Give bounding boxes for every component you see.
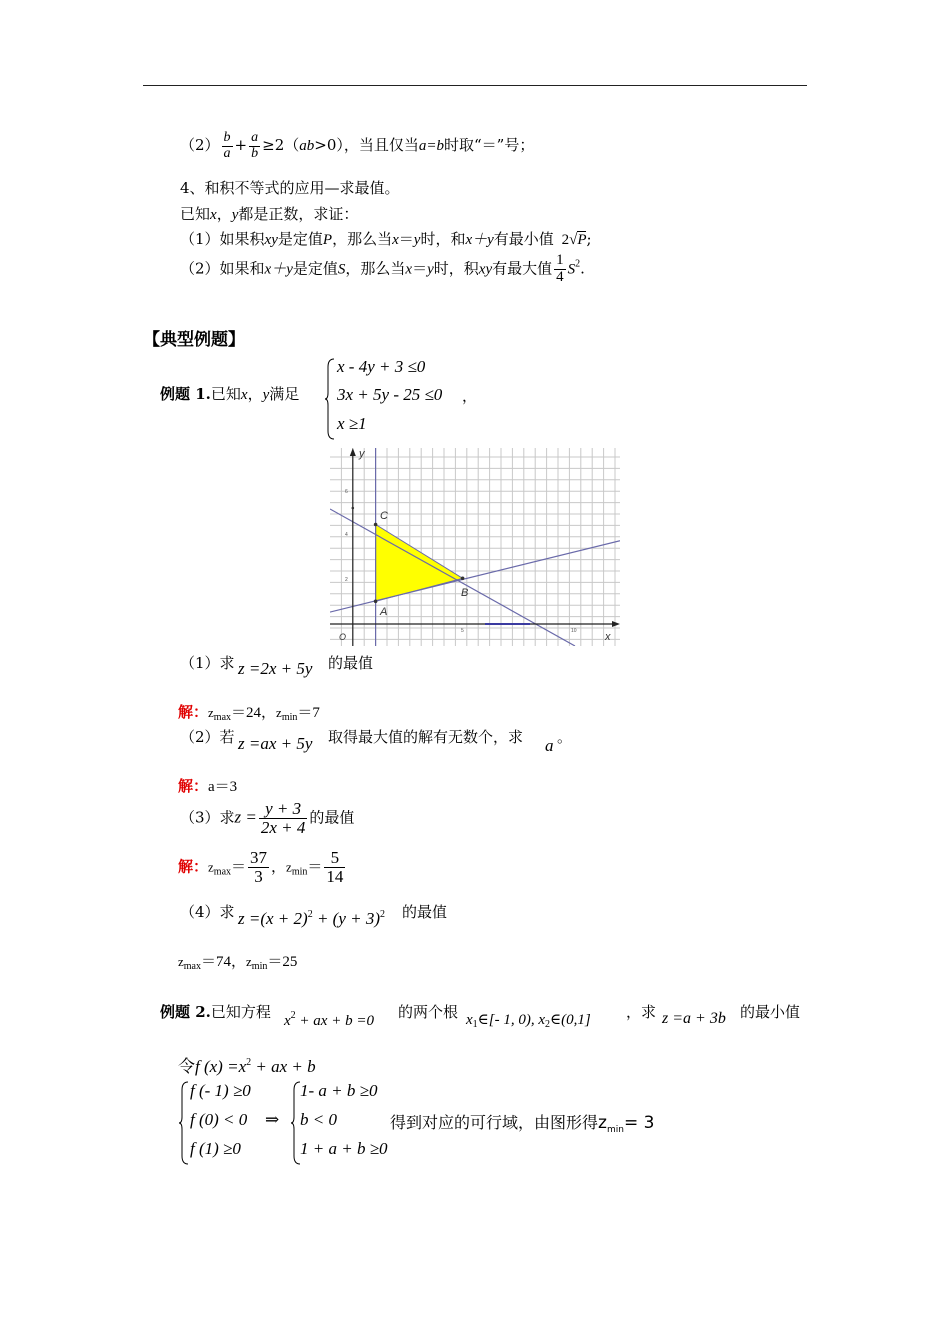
a3-z: z: [208, 859, 214, 875]
q4-a: （4）求: [180, 903, 235, 921]
a3-eq2: ＝: [307, 859, 323, 876]
q4-b: 的最值: [402, 903, 448, 921]
given-a: 已知: [180, 205, 211, 223]
ex1-heading: [160, 383, 299, 404]
a3-frac-min: [324, 849, 345, 886]
q4-s1: 2: [307, 909, 313, 920]
eq-a-b: a=b: [418, 138, 444, 155]
ex2-sys-right-2: b < 0: [300, 1110, 337, 1129]
p1-root: P: [577, 232, 587, 248]
a2-value: a＝3: [208, 779, 238, 795]
ex1-q1: [180, 652, 235, 673]
ex2-eq-x: x: [284, 1013, 291, 1029]
tick-label-10: 10: [571, 628, 577, 634]
q1-a: （1）求: [180, 654, 235, 672]
a4-z: z: [178, 954, 184, 969]
p2-c: 是定值: [292, 259, 338, 278]
p1-c: 是定值: [277, 230, 323, 248]
ex2-eq-sup: 2: [290, 1010, 296, 1021]
a3-z2: z: [286, 859, 292, 875]
tick-label-6: 6: [345, 489, 348, 495]
q1-b: 的最值: [328, 654, 374, 672]
given-comma: ，: [216, 205, 232, 223]
frac-den: 2x + 4: [260, 817, 306, 837]
cond-tail: >0），当且仅当: [314, 136, 419, 155]
plus-sign: +: [234, 136, 248, 155]
cond-ab: ab: [299, 138, 315, 155]
ex2-equation: [284, 1010, 374, 1030]
answer-label: 解：: [178, 703, 209, 721]
ex2-let-f: f (x) =x: [195, 1057, 247, 1076]
p2-x-plus-y: x＋y: [264, 261, 293, 278]
p1-xy: xy: [264, 232, 278, 248]
ex2-text-b: 的两个根: [398, 1003, 459, 1021]
q3-a: （3）求: [180, 808, 235, 827]
x-axis-arrow: [612, 621, 620, 627]
a1-z: z: [208, 705, 214, 720]
ex1-label: 例题 1.: [160, 385, 211, 403]
ex2-heading: [160, 1001, 271, 1022]
ex2-r2-b: ∈(0,1]: [550, 1012, 591, 1028]
ex2-left-brace: [178, 1080, 190, 1166]
ex2-sys-left-2: f (0) < 0: [190, 1110, 248, 1129]
ex2-sys-right-1: 1- a + b ≥0: [300, 1081, 378, 1100]
frac-den: 3: [254, 866, 263, 886]
implies-icon: ⇒: [265, 1110, 280, 1129]
a4-max: max: [183, 961, 201, 972]
p1-val: 2: [561, 232, 570, 248]
a3-eq1: ＝: [231, 859, 247, 876]
fraction-1-over-4: [554, 253, 566, 286]
ex2-text-a: 已知方程: [210, 1003, 271, 1021]
ex1-a2: [178, 775, 237, 796]
ex1-y: y: [262, 387, 270, 403]
fraction-b-over-a: [222, 131, 233, 161]
a1-v2: ＝7: [297, 705, 320, 721]
section-title: 【典型例题】: [143, 330, 245, 350]
feasible-region-graph: [330, 448, 620, 646]
ex1-x: x: [240, 387, 248, 403]
q4-f2: + (y + 3): [312, 909, 380, 928]
y-axis-arrow: [350, 448, 356, 456]
p1-k: 有最小值: [493, 230, 554, 248]
p2-i: 时，积: [433, 259, 479, 278]
p2-k: 有最大值: [492, 259, 553, 278]
ex2-sys-left-3: f (1) ≥0: [190, 1139, 241, 1158]
ex2-r1: x: [466, 1012, 473, 1028]
p1-i: 时，和: [420, 230, 466, 248]
zmin-z: z: [598, 1113, 607, 1133]
intro-prop-2: [180, 253, 585, 286]
p1-y: y: [413, 232, 421, 248]
ex1-sys-line-2: 3x + 5y - 25 ≤0: [337, 385, 443, 404]
ex2-sys-right-3: 1 + a + b ≥0: [300, 1139, 388, 1158]
ex1-sys-line-3: x ≥1: [337, 414, 367, 433]
a3-min: min: [291, 866, 308, 878]
frac-num: 37: [250, 848, 268, 867]
x-axis-label: x: [605, 631, 611, 643]
intro-given: [180, 203, 358, 224]
ex1-comma: ，: [247, 385, 263, 403]
p1-eq: ＝: [398, 230, 414, 248]
q3-z: z =: [234, 807, 257, 827]
header-rule: [143, 85, 807, 86]
geq-text: ≥2（: [262, 136, 300, 155]
ex2-label: 例题 2.: [160, 1003, 211, 1021]
a4-min: min: [251, 961, 268, 972]
frac-num: y + 3: [259, 800, 308, 819]
ex2-text-d: 的最小值: [740, 1003, 801, 1021]
intro-l2-prefix: （2）: [180, 136, 220, 155]
intro-l2-tail: 时取“＝”号；: [444, 136, 535, 155]
ex2-target: z =a + 3b: [662, 1010, 726, 1027]
graph-grid: [330, 448, 620, 646]
ex2-roots: [466, 1010, 591, 1030]
ex1-text-a: 已知: [210, 385, 241, 403]
sqrt-sign: √: [569, 232, 578, 248]
p2-y: y: [427, 261, 434, 278]
a1-z2: z: [276, 705, 282, 720]
point-c-label: C: [380, 510, 388, 522]
ex1-a4: [178, 950, 297, 972]
p2-x: x: [405, 261, 413, 278]
q2-formula: z =ax + 5y: [238, 734, 313, 753]
zmin-value: = 3: [623, 1113, 655, 1133]
tick-label-4: 4: [345, 532, 348, 538]
answer-label: 解：: [178, 857, 209, 876]
point-a-label: A: [380, 606, 388, 618]
p2-s: S: [567, 261, 576, 278]
q4-formula: [238, 909, 385, 929]
a4-v2: ＝25: [267, 954, 298, 970]
ex1-a3: [178, 849, 347, 886]
p2-e: ，那么当: [345, 259, 406, 278]
a4-v1: ＝74，: [201, 954, 247, 970]
given-e: 都是正数，求证：: [238, 205, 359, 223]
p1-a: （1）如果积: [180, 230, 265, 248]
frac-num: 5: [324, 849, 345, 868]
q3-b: 的最值: [309, 808, 355, 827]
ex2-let-b: + ax + b: [251, 1057, 316, 1076]
ex2-let: [178, 1052, 316, 1077]
ex2-concl: 得到对应的可行域，由图形得: [390, 1113, 599, 1132]
ex2-eq-b: + ax + b =0: [295, 1013, 374, 1029]
tick-label-2: 2: [345, 577, 348, 583]
q4-s2: 2: [380, 909, 385, 920]
point-b-label: B: [461, 587, 469, 599]
p2-eq: ＝: [412, 259, 428, 278]
a3-frac-max: [248, 849, 269, 886]
frac-den: b: [251, 145, 259, 161]
q2-end: 。: [557, 728, 573, 746]
q2-a: （2）若: [180, 728, 235, 746]
q1-formula: z =2x + 5y: [238, 659, 313, 678]
q4-f1: z =(x + 2): [238, 909, 308, 928]
origin-label: O: [339, 632, 347, 642]
frac-num: b: [223, 130, 231, 145]
frac-den: 14: [326, 866, 344, 886]
frac-den: 4: [556, 268, 564, 285]
ex1-a1: [178, 701, 320, 723]
ex2-text-c: ，求: [626, 1003, 657, 1021]
ex2-sys-left-1: f (- 1) ≥0: [190, 1081, 251, 1100]
ex1-text-b: 满足: [269, 385, 300, 403]
q2-a-var: a: [545, 736, 554, 755]
intro-line-4: 4、和积不等式的应用—求最值。: [180, 179, 400, 197]
a3-max: max: [213, 866, 232, 878]
fraction-a-over-b: [249, 131, 260, 161]
ex2-let-sup: 2: [246, 1057, 252, 1068]
frac-num: a: [251, 130, 259, 145]
p1-x: x: [392, 232, 399, 248]
p2-xy: xy: [478, 261, 493, 278]
ex1-sys-tail: ，: [462, 387, 478, 405]
intro-line-2: [180, 131, 534, 161]
p1-x-plus-y: x＋y: [465, 232, 494, 248]
frac-den: a: [223, 145, 231, 161]
a1-max: max: [213, 712, 232, 723]
ex2-r2-sub: 2: [545, 1019, 551, 1030]
p2-a: （2）如果和: [180, 259, 265, 278]
p2-S: S: [337, 261, 346, 278]
given-y: y: [231, 207, 239, 223]
zmin-sub: min: [606, 1125, 624, 1135]
a1-v1: ＝24，: [231, 705, 277, 721]
answer-label: 解：: [178, 777, 209, 795]
p2-sup: 2: [575, 258, 581, 270]
ex2-conclusion: [390, 1110, 654, 1135]
y-axis-label: y: [359, 448, 365, 460]
frac-num: 1: [556, 252, 564, 268]
p2-end: .: [580, 259, 585, 278]
ex2-let-a: 令: [178, 1057, 195, 1077]
ex1-system-brace: [324, 357, 336, 441]
a4-z2: z: [246, 954, 252, 969]
p1-e: ，那么当: [332, 230, 393, 248]
q3-fraction: [259, 800, 308, 837]
a1-min: min: [281, 712, 298, 723]
p1-P: P: [322, 232, 333, 248]
q2-b: 取得最大值的解有无数个，求: [328, 728, 524, 746]
ex2-r1-sub: 1: [472, 1019, 478, 1030]
ex2-r1-b: ∈[- 1, 0), x: [477, 1012, 546, 1028]
ex1-sys-line-1: x - 4y + 3 ≤0: [337, 357, 426, 376]
p1-end: ;: [586, 230, 592, 248]
ex1-q3: [180, 800, 354, 837]
intro-prop-1: [180, 228, 592, 249]
given-x: x: [210, 207, 217, 223]
a3-sep: ，: [271, 857, 287, 876]
tick-label-5: 5: [461, 628, 464, 634]
